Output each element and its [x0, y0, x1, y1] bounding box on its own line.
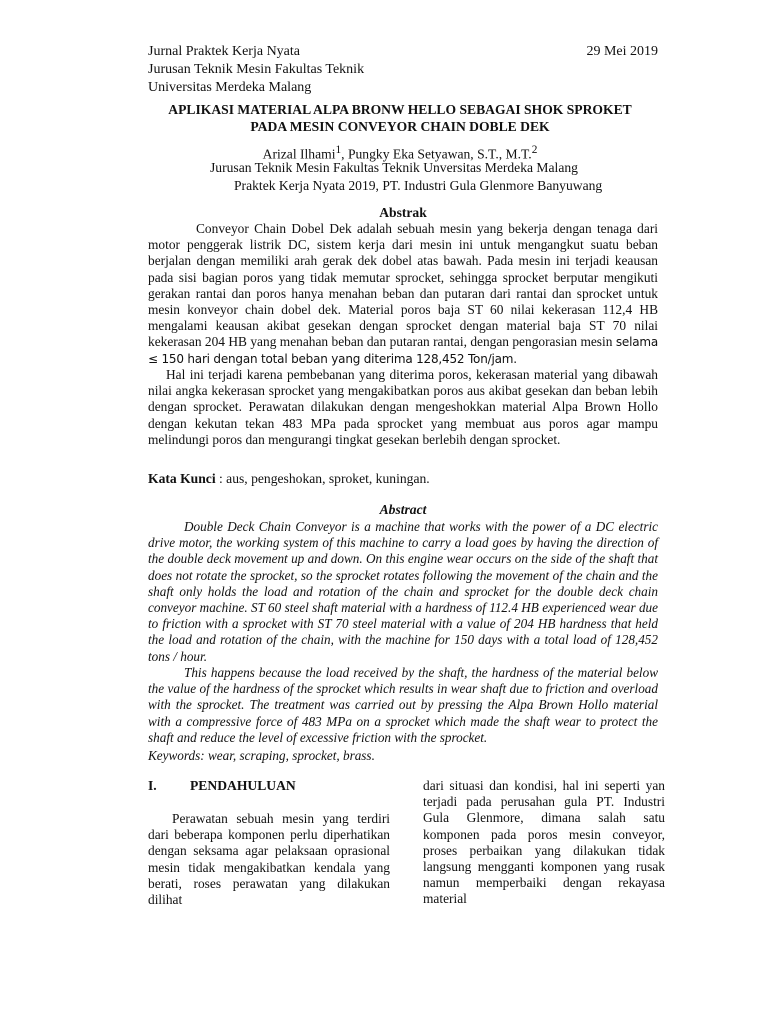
- author-separator: ,: [341, 146, 348, 162]
- title-line-1: APLIKASI MATERIAL ALPA BRONW HELLO SEBAGAI SHOK SPROKET: [168, 102, 632, 117]
- abstrak-heading: Abstrak: [379, 205, 427, 220]
- department-name: Jurusan Teknik Mesin Fakultas Teknik: [148, 62, 365, 77]
- author-2: Pungky Eka Setyawan, S.T., M.T.: [347, 146, 532, 162]
- intro-right-column: dari situasi dan kondisi, hal ini seperti yan terjadi pada perusahan gula PT. Industri Gula Glenmore, dimana salah satu komponen pada poros mesin conveyor, proses perbaikan yang dilakukan tidak langsung mengganti komponen yang rusak namun memperbaiki dengan rekayasa material: [423, 778, 665, 907]
- publication-date: 29 Mei 2019: [586, 44, 658, 59]
- author-1-sup: 1: [335, 144, 342, 156]
- section-title: PENDAHULUAN: [190, 778, 296, 793]
- abstract-p2-text: This happens because the load received by the shaft, the hardness of the material below the value of the hardness of the sprocket which results in wear shaft due to friction and overload with the sprocket. The treatment was carried out by pressing the Alpa Brown Hollo material with a compressive force of 483 MPa on a sprocket which made the shaft wear to protect the shaft and reduce the level of excessive friction with the sprocket.: [148, 665, 658, 745]
- abstrak-paragraph-2: Hal ini terjadi karena pembebanan yang diterima poros, kekerasan material yang dibawah nilai angka kekerasan sprocket yang mengakibatkan poros aus akibat gesekan dan beban lebih dengan sprocket. Perawatan dilakukan dengan mengeshokkan material Alpa Brown Hollo dengan kekutan tekan 483 MPa pada sprocket yang membuat aus poros agar mampu melindungi poros dan mengurangi tingkat gesekan berlebih dengan sprocket.: [148, 367, 658, 447]
- journal-header: [148, 43, 658, 97]
- abstrak-p1-tail: selama ≤ 150 hari dengan total beban yang diterima 128,452 Ton/jam.: [148, 335, 658, 366]
- abstract-p1-text: Double Deck Chain Conveyor is a machine that works with the power of a DC electric drive motor, the working system of this machine to carry a load goes by having the direction of the double deck movement up and down. On this engine wear occurs on the side of the shaft that does not rotate the sprocket, so the sprocket rotates following the movement of the chain and the shaft only holds the load and rotation of the chain and sprocket for the double deck chain conveyor machine. ST 60 steel shaft material with a hardness of 112.4 HB experienced wear due to friction with a sprocket with ST 70 steel material with a value of 204 HB hardness that held the load and rotation of the chain, with the machine for 150 days with a total load of 128,452 tons / hour.: [148, 519, 658, 664]
- paper-title: [120, 101, 680, 135]
- section-number: I.: [148, 778, 157, 793]
- title-line-2: PADA MESIN CONVEYOR CHAIN DOBLE DEK: [250, 119, 550, 134]
- abstract-heading: Abstract: [379, 502, 427, 517]
- university-name: Universitas Merdeka Malang: [148, 80, 312, 95]
- abstract-keywords: Keywords: wear, scraping, sprocket, brass.: [148, 748, 375, 763]
- affiliation-1: Jurusan Teknik Mesin Fakultas Teknik Unversitas Merdeka Malang: [210, 160, 578, 175]
- author-2-sup: 2: [531, 144, 538, 156]
- intro-left-column: Perawatan sebuah mesin yang terdiri dari beberapa komponen perlu diperhatikan dengan seksama agar pelaksaan oprasional mesin tidak mengakibatkan kendala yang berati, roses perawatan yang dilakukan dilihat: [148, 811, 390, 908]
- kata-kunci-label: Kata Kunci: [148, 471, 216, 486]
- section-heading-pendahuluan: [148, 778, 296, 794]
- abstract-paragraph-1: [148, 519, 658, 665]
- affiliation-2: Praktek Kerja Nyata 2019, PT. Industri Gula Glenmore Banyuwang: [234, 178, 603, 193]
- journal-name: Jurnal Praktek Kerja Nyata: [148, 44, 300, 59]
- abstract-paragraph-2: [148, 665, 658, 746]
- kata-kunci: [148, 471, 658, 487]
- affiliations: [150, 159, 670, 195]
- author-1: Arizal Ilhami: [262, 146, 336, 162]
- kata-kunci-text: : aus, pengeshokan, sproket, kuningan.: [215, 471, 430, 486]
- abstrak-paragraph-1: [148, 221, 658, 367]
- abstrak-p1-main: Conveyor Chain Dobel Dek adalah sebuah mesin yang bekerja dengan tenaga dari motor penggerak listrik DC, sistem kerja dari mesin ini untuk mengangkut suatu beban berjalan dengan memiliki arah gerak dek dobel atas bawah. Pada mesin ini terjadi keausan pada sisi bagian poros yang tidak memutar sprocket, sehingga sprocket berputar mengikuti gerakan rantai dan poros hanya menahan beban dan putaran dari rantai dan sprocket untuk mesin konveyor chain dobel dek. Material poros baja ST 60 nilai kekerasan 112,4 HB mengalami keausan akibat gesekan dengan sprocket dengan material baja ST 70 nilai kekerasan 204 HB yang menahan beban dan putaran rantai, dengan pengorasian mesin: [148, 221, 658, 350]
